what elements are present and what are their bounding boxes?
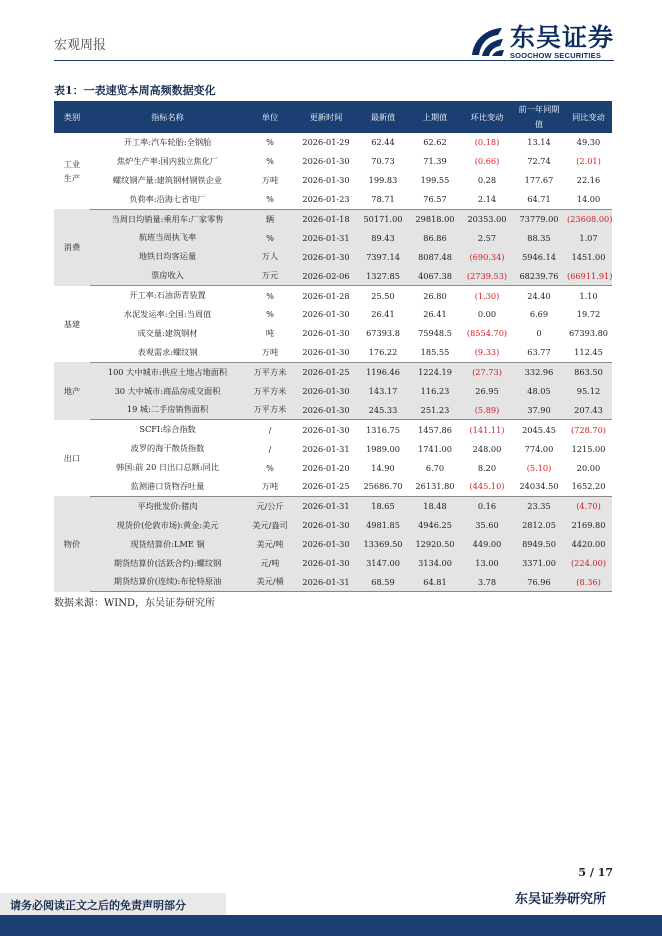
cell-prev: 62.62 [423, 137, 447, 148]
cell-yoy-prev: 37.90 [513, 400, 565, 419]
cell-date: 2026-01-30 [295, 516, 357, 535]
cell-latest: 25.50 [371, 290, 395, 301]
cell-prev: 26.80 [423, 290, 447, 301]
cell-mom: 0.00 [477, 309, 497, 320]
cell-latest: 18.65 [357, 496, 409, 515]
footer-disclaimer: 请务必阅读正文之后的免责声明部分 [10, 899, 186, 912]
table-row [54, 247, 612, 266]
cell-yoy: 22.16 [576, 175, 601, 186]
cell-latest: 68.59 [357, 572, 409, 591]
cell-yoy: 1451.00 [565, 247, 612, 266]
cell-yoy: 2169.80 [565, 516, 612, 535]
cell-latest: 3147.00 [357, 554, 409, 573]
cell-unit: 美元/吨 [245, 535, 295, 554]
cell-date: 2026-01-30 [295, 343, 357, 362]
cell-date: 2026-01-28 [302, 290, 350, 301]
cell-prev: 199.55 [420, 175, 450, 186]
cell-yoy: 207.43 [565, 400, 612, 419]
cell-unit: 万吨 [245, 477, 295, 496]
cell-mom: (27.73) [461, 362, 513, 381]
cell-date: 2026-01-30 [295, 400, 357, 419]
table-row [54, 228, 612, 247]
cell-name: 期货结算价(活跃合约):螺纹钢 [90, 554, 245, 573]
cell-name: SCFI:综合指数 [139, 424, 196, 435]
cell-date: 2026-01-31 [295, 496, 357, 515]
cell-name: 螺纹钢产量:建筑钢材钢铁企业 [112, 174, 223, 185]
cell-mom: 8.20 [477, 462, 497, 473]
cell-mom: 0.16 [461, 496, 513, 515]
cell-mom: (2739.53) [461, 266, 513, 285]
page-number: 5 / 17 [578, 866, 613, 879]
cell-latest: 4981.85 [357, 516, 409, 535]
cell-date: 2026-01-29 [302, 137, 350, 148]
cell-yoy: 112.45 [565, 343, 612, 362]
cell-date: 2026-01-18 [295, 209, 357, 228]
table-row [54, 343, 612, 362]
category-cell: 出口 [63, 453, 81, 464]
high-frequency-data-table [54, 101, 612, 592]
cell-name: 地铁日均客运量 [90, 247, 245, 266]
cell-name: 航班当周执飞率 [90, 228, 245, 247]
table-row [54, 133, 612, 152]
cell-latest: 67393.8 [366, 328, 400, 339]
cell-yoy-prev: 76.96 [513, 572, 565, 591]
cell-mom: (9.33) [461, 343, 513, 362]
cell-yoy: 1.07 [565, 228, 612, 247]
footer-institute: 东吴证券研究所 [514, 892, 606, 907]
cell-yoy-prev: 0 [536, 328, 542, 339]
cell-mom: 449.00 [461, 535, 513, 554]
column-header: 指标名称 [90, 101, 245, 133]
cell-name: 现货价(伦敦市场):黄金:美元 [90, 516, 245, 535]
footer-bar [0, 915, 662, 936]
cell-unit: 万平方米 [245, 382, 295, 401]
table-row [54, 535, 612, 554]
cell-name: 期货结算价(连续):布伦特原油 [90, 572, 245, 591]
logo-chinese-name: 东吴证券 [509, 23, 614, 52]
column-header: 同比变动 [565, 101, 612, 133]
cell-name: 焦炉生产率:国内独立焦化厂 [116, 155, 218, 166]
table-row [54, 190, 612, 209]
cell-date: 2026-01-20 [302, 462, 350, 473]
cell-latest: 14.90 [371, 462, 395, 473]
table-row [54, 554, 612, 573]
data-source-note: 数据来源：WIND，东吴证券研究所 [54, 598, 215, 609]
cell-unit: 元/吨 [245, 554, 295, 573]
table-row [54, 209, 612, 228]
cell-name: 现货结算价:LME 铜 [90, 535, 245, 554]
cell-yoy: 1215.00 [571, 443, 606, 454]
cell-date: 2026-01-25 [295, 477, 357, 496]
cell-yoy: (2.01) [576, 156, 601, 167]
cell-mom: (445.10) [461, 477, 513, 496]
cell-prev: 8087.48 [409, 247, 461, 266]
cell-yoy: 1652.20 [565, 477, 612, 496]
cell-prev: 4067.38 [409, 266, 461, 285]
table-row [54, 286, 612, 305]
cell-unit: 万吨 [245, 343, 295, 362]
cell-unit: 万平方米 [245, 362, 295, 381]
cell-name: 表观需求:螺纹钢 [90, 343, 245, 362]
cell-date: 2026-01-23 [295, 190, 357, 209]
cell-yoy-prev: 332.96 [513, 362, 565, 381]
cell-unit: 辆 [245, 209, 295, 228]
page-current: 5 [578, 866, 586, 879]
cell-name: 100 大中城市:供应土地占地面积 [90, 362, 245, 381]
column-header: 最新值 [357, 101, 409, 133]
table-row [54, 305, 612, 324]
table-row [54, 477, 612, 496]
logo-english-name: SOOCHOW SECURITIES [509, 51, 602, 60]
cell-unit: 美元/桶 [245, 572, 295, 591]
cell-prev: 71.39 [423, 156, 447, 167]
cell-unit: % [266, 156, 274, 167]
cell-yoy: (66911.91) [565, 266, 612, 285]
cell-unit: % [245, 228, 295, 247]
cell-yoy-prev: 23.35 [513, 496, 565, 515]
cell-date: 2026-01-30 [302, 175, 350, 186]
column-header: 类别 [54, 101, 90, 133]
category-cell: 工业 生产 [63, 159, 81, 184]
table-row [54, 458, 612, 477]
cell-latest: 1989.00 [366, 443, 400, 454]
cell-unit: 吨 [265, 327, 275, 338]
cell-yoy-prev: 2045.45 [522, 424, 556, 435]
cell-name: 票房收入 [90, 266, 245, 285]
column-header: 上期值 [409, 101, 461, 133]
cell-latest: 13369.50 [357, 535, 409, 554]
column-header: 单位 [245, 101, 295, 133]
cell-yoy-prev: 72.74 [527, 156, 551, 167]
cell-unit: / [268, 424, 272, 435]
soochow-logo-icon [468, 25, 506, 59]
header-divider [54, 60, 614, 61]
cell-date: 2026-01-30 [295, 535, 357, 554]
cell-prev: 64.81 [409, 572, 461, 591]
cell-unit: % [266, 290, 274, 301]
cell-yoy-prev: 48.05 [513, 382, 565, 401]
cell-unit: % [245, 190, 295, 209]
cell-date: 2026-01-30 [302, 328, 350, 339]
cell-name: 30 大中城市:商品房成交面积 [90, 382, 245, 401]
cell-mom: (0.18) [474, 137, 500, 148]
cell-date: 2026-01-30 [295, 554, 357, 573]
cell-yoy: (224.00) [565, 554, 612, 573]
table-row [54, 400, 612, 419]
table-row [54, 171, 612, 190]
cell-latest: 1316.75 [366, 424, 400, 435]
cell-latest: 245.33 [357, 400, 409, 419]
company-logo [468, 24, 614, 60]
cell-yoy-prev: 8949.50 [513, 535, 565, 554]
cell-yoy-prev: 5946.14 [513, 247, 565, 266]
cell-date: 2026-01-30 [302, 309, 350, 320]
cell-unit: 万元 [245, 266, 295, 285]
cell-unit: 万平方米 [245, 400, 295, 419]
cell-date: 2026-01-31 [295, 572, 357, 591]
cell-prev: 251.23 [409, 400, 461, 419]
cell-yoy-prev: 13.14 [527, 137, 551, 148]
column-header: 前一年同期值 [513, 101, 565, 133]
cell-mom: (1.30) [474, 290, 500, 301]
cell-prev: 3134.00 [409, 554, 461, 573]
cell-mom: 2.14 [461, 190, 513, 209]
cell-yoy: 67393.80 [568, 328, 609, 339]
cell-prev: 1741.00 [418, 443, 452, 454]
cell-prev: 185.55 [409, 343, 461, 362]
cell-name: 开工率:汽车轮胎:全钢胎 [123, 136, 212, 147]
cell-yoy-prev: 3371.00 [513, 554, 565, 573]
cell-mom: 35.60 [461, 516, 513, 535]
cell-prev: 4946.25 [409, 516, 461, 535]
cell-unit: % [266, 309, 274, 320]
cell-mom: (0.66) [474, 156, 500, 167]
cell-prev: 75948.5 [418, 328, 452, 339]
cell-unit: % [266, 462, 274, 473]
cell-mom: 20353.00 [461, 209, 513, 228]
cell-prev: 86.86 [409, 228, 461, 247]
cell-mom: 13.00 [461, 554, 513, 573]
cell-yoy: (4.70) [565, 496, 612, 515]
cell-mom: (690.34) [461, 247, 513, 266]
cell-unit: 美元/盎司 [245, 516, 295, 535]
table-row [54, 516, 612, 535]
cell-date: 2026-01-31 [295, 228, 357, 247]
table-body [54, 133, 612, 592]
cell-mom: (5.89) [461, 400, 513, 419]
cell-date: 2026-02-06 [295, 266, 357, 285]
cell-yoy-prev: 177.67 [524, 175, 554, 186]
section-tag: 宏观周报 [54, 38, 107, 53]
table-row [54, 152, 612, 171]
cell-name: 当周日均销量:乘用车:厂家零售 [90, 209, 245, 228]
table-row [54, 572, 612, 591]
table-header-row [54, 101, 612, 133]
cell-mom: (141.11) [469, 424, 505, 435]
cell-name: 成交量:建筑钢材 [137, 327, 198, 338]
cell-latest: 143.17 [357, 382, 409, 401]
cell-latest: 7397.14 [357, 247, 409, 266]
column-header: 更新时间 [295, 101, 357, 133]
cell-name: 韩国:前 20 日出口总额:同比 [115, 462, 220, 473]
cell-yoy-prev: 2812.05 [513, 516, 565, 535]
category-cell: 消费 [54, 209, 90, 286]
category-cell: 地产 [54, 362, 90, 420]
cell-yoy: 95.12 [565, 382, 612, 401]
cell-mom: 248.00 [472, 443, 502, 454]
cell-yoy-prev: 774.00 [524, 443, 554, 454]
cell-yoy-prev: 24034.50 [513, 477, 565, 496]
table-row [54, 324, 612, 343]
cell-yoy: (728.70) [570, 424, 607, 435]
cell-latest: 78.71 [357, 190, 409, 209]
cell-yoy-prev: 24.40 [527, 290, 551, 301]
cell-latest: 26.41 [371, 309, 395, 320]
column-header: 环比变动 [461, 101, 513, 133]
cell-mom: (8554.70) [466, 328, 508, 339]
cell-prev: 26.41 [423, 309, 447, 320]
cell-prev: 26131.80 [409, 477, 461, 496]
cell-yoy-prev: 64.71 [513, 190, 565, 209]
page-total: 17 [597, 866, 613, 879]
cell-unit: 万吨 [261, 174, 279, 185]
cell-date: 2026-01-31 [302, 443, 350, 454]
cell-yoy: 4420.00 [565, 535, 612, 554]
cell-yoy-prev: 88.35 [513, 228, 565, 247]
cell-unit: 元/公斤 [245, 496, 295, 515]
table-row [54, 439, 612, 458]
table-row [54, 496, 612, 515]
table-row [54, 362, 612, 381]
cell-latest: 62.44 [371, 137, 395, 148]
cell-prev: 6.70 [425, 462, 445, 473]
cell-name: 平均批发价:猪肉 [90, 496, 245, 515]
cell-prev: 76.57 [409, 190, 461, 209]
cell-latest: 25686.70 [357, 477, 409, 496]
cell-yoy: 19.72 [576, 309, 601, 320]
cell-name: 水泥发运率:全国:当周值 [123, 308, 212, 319]
cell-prev: 29818.00 [409, 209, 461, 228]
cell-date: 2026-01-30 [295, 382, 357, 401]
cell-yoy: 14.00 [565, 190, 612, 209]
cell-name: 波罗的海干散货指数 [130, 443, 205, 454]
table-row [54, 382, 612, 401]
cell-name: 负荷率:沿海七省电厂 [90, 190, 245, 209]
cell-name: 开工率:石油沥青装置 [129, 290, 206, 301]
cell-prev: 116.23 [409, 382, 461, 401]
cell-latest: 1196.46 [357, 362, 409, 381]
table-title: 表1：一表速览本周高频数据变化 [54, 84, 216, 97]
cell-date: 2026-01-25 [295, 362, 357, 381]
cell-mom: 2.57 [461, 228, 513, 247]
cell-yoy: 1.10 [579, 290, 598, 301]
cell-yoy: (8.36) [565, 572, 612, 591]
cell-prev: 1457.86 [418, 424, 452, 435]
cell-latest: 70.73 [371, 156, 395, 167]
cell-date: 2026-01-30 [302, 156, 350, 167]
cell-date: 2026-01-30 [295, 247, 357, 266]
cell-date: 2026-01-30 [302, 424, 350, 435]
cell-prev: 12920.50 [409, 535, 461, 554]
cell-latest: 50171.00 [357, 209, 409, 228]
cell-latest: 176.22 [357, 343, 409, 362]
category-cell: 物价 [54, 496, 90, 591]
cell-yoy: 863.50 [565, 362, 612, 381]
cell-prev: 1224.19 [409, 362, 461, 381]
category-cell: 基建 [63, 318, 81, 329]
cell-yoy-prev: 63.77 [513, 343, 565, 362]
cell-mom: 26.95 [461, 382, 513, 401]
cell-yoy: 20.00 [576, 462, 601, 473]
cell-name: 19 城:二手房销售面积 [90, 400, 245, 419]
cell-mom: 0.28 [477, 175, 497, 186]
table-row [54, 266, 612, 285]
cell-prev: 18.48 [409, 496, 461, 515]
cell-yoy-prev: (5.10) [526, 462, 552, 473]
cell-latest: 199.83 [368, 175, 398, 186]
cell-yoy-prev: 73779.00 [513, 209, 565, 228]
cell-mom: 3.78 [461, 572, 513, 591]
cell-unit: / [268, 443, 272, 454]
cell-unit: 万人 [245, 247, 295, 266]
cell-yoy: (23608.00) [565, 209, 612, 228]
cell-unit: % [266, 137, 274, 148]
cell-yoy-prev: 68239.76 [513, 266, 565, 285]
cell-yoy: 49.30 [576, 137, 601, 148]
cell-latest: 89.43 [357, 228, 409, 247]
cell-name: 监测港口货物吞吐量 [90, 477, 245, 496]
cell-yoy-prev: 6.69 [529, 309, 549, 320]
table-row [54, 420, 612, 439]
cell-latest: 1327.85 [357, 266, 409, 285]
